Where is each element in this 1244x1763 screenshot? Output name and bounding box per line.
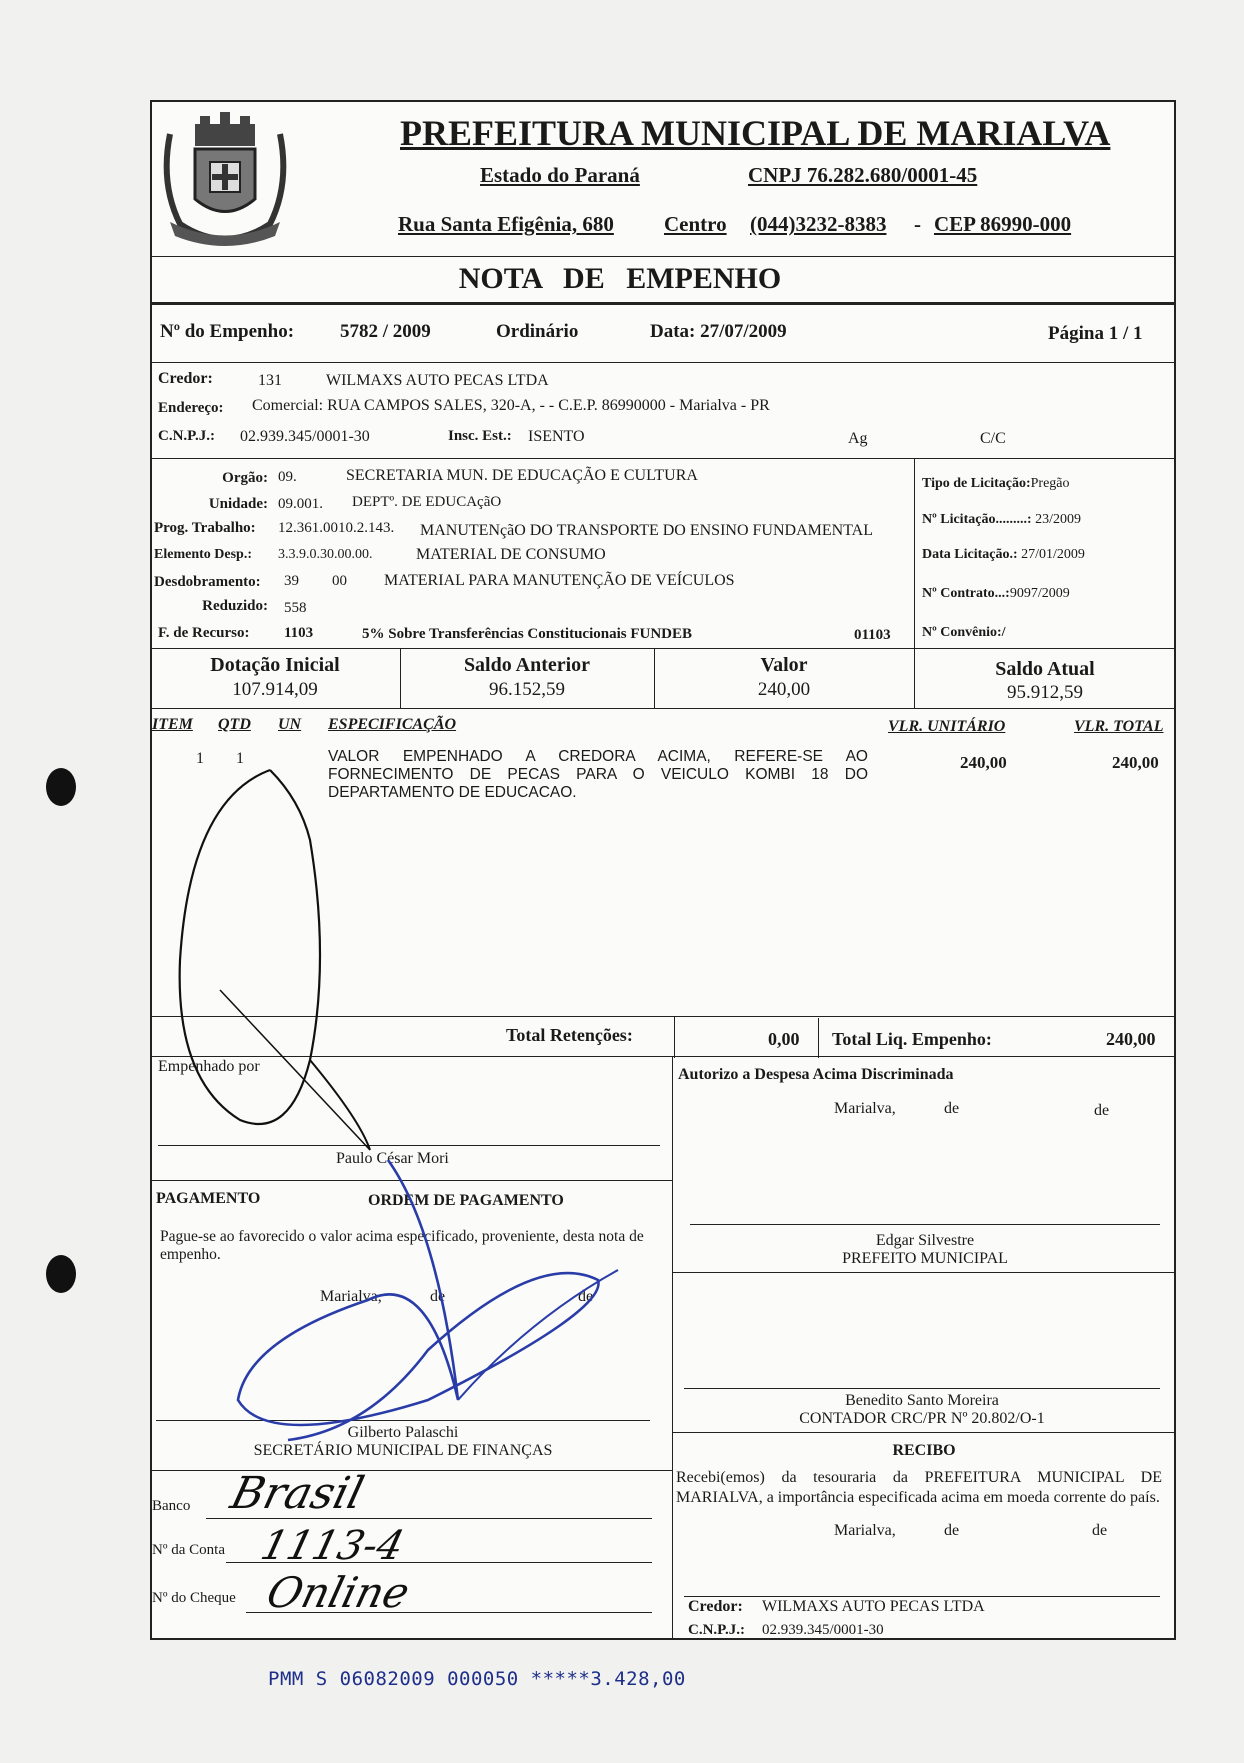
bank-stamp: PMM S 06082009 000050 *****3.428,00 [268, 1668, 686, 1690]
prog-name: MANUTENçãO DO TRANSPORTE DO ENSINO FUNDAMENTAL [420, 522, 873, 539]
liquido-label: Total Liq. Empenho: [832, 1029, 992, 1049]
recibo-de-2: de [1092, 1522, 1108, 1539]
contador-role: CONTADOR CRC/PR Nº 20.802/O-1 [799, 1410, 1045, 1427]
unidade-name: DEPTº. DE EDUCAçãO [352, 494, 502, 510]
col-un: UN [278, 716, 302, 733]
data-licitacao: Data Licitação.: 27/01/2009 [922, 547, 1085, 562]
autorizo-label: Autorizo a Despesa Acima Discriminada [678, 1066, 954, 1083]
autorizo-city: Marialva, [834, 1100, 896, 1117]
numero-licitacao: Nº Licitação.........: 23/2009 [922, 512, 1081, 527]
col-valor-unitario: VLR. UNITÁRIO [888, 718, 1006, 735]
prefeito-role: PREFEITO MUNICIPAL [842, 1250, 1008, 1267]
reduzido-label: Reduzido: [202, 598, 268, 614]
col-item: ITEM [152, 716, 193, 733]
contador-name: Benedito Santo Moreira [845, 1392, 999, 1409]
reduzido-value: 558 [284, 600, 307, 616]
empenhado-label: Empenhado por [158, 1058, 260, 1075]
autorizo-de-1: de [944, 1100, 960, 1117]
retencoes-label: Total Retenções: [506, 1025, 633, 1045]
pagamento-text: Pague-se ao favorecido o valor acima especificado, proveniente, desta nota de empenho. [160, 1228, 644, 1263]
document-title: NOTA DE EMPENHO [458, 262, 782, 295]
credor-cnpj-label: C.N.P.J.: [158, 428, 215, 444]
item-number: 1 [196, 750, 204, 767]
recibo-cnpj: 02.939.345/0001-30 [762, 1622, 884, 1638]
secretario-role: SECRETÁRIO MUNICIPAL DE FINANÇAS [253, 1442, 553, 1459]
address-label: Rua Santa Efigênia, 680 [398, 212, 614, 236]
empenho-number: 5782 / 2009 [340, 321, 431, 342]
banco-handwritten: Brasil [225, 1468, 369, 1519]
cheque-handwritten: Online [262, 1568, 415, 1617]
secretario-signature-icon [228, 1150, 628, 1450]
unidade-code: 09.001. [278, 496, 323, 512]
recibo-title: RECIBO [892, 1442, 956, 1459]
desdobramento-name: MATERIAL PARA MANUTENÇÃO DE VEÍCULOS [384, 572, 735, 589]
punch-hole-bottom [46, 1255, 76, 1293]
insc-label: Insc. Est.: [448, 428, 512, 444]
cep-label: CEP 86990-000 [934, 212, 1072, 236]
pagamento-de-1: de [430, 1288, 446, 1305]
item-total-value: 240,00 [1112, 753, 1159, 772]
empenho-date: Data: 27/07/2009 [650, 321, 787, 342]
recibo-city: Marialva, [834, 1522, 896, 1539]
ordem-pagamento-label: ORDEM DE PAGAMENTO [368, 1192, 564, 1209]
conta-handwritten: 1113-4 [256, 1523, 409, 1569]
liquido-value: 240,00 [1106, 1029, 1156, 1049]
valor-label: Valor [760, 654, 808, 676]
col-valor-total: VLR. TOTAL [1074, 718, 1164, 735]
elemento-label: Elemento Desp.: [154, 547, 252, 562]
desdobramento-sub: 00 [332, 573, 347, 589]
dash-separator: - [914, 212, 921, 236]
elemento-name: MATERIAL DE CONSUMO [416, 546, 606, 563]
numero-contrato: Nº Contrato...:9097/2009 [922, 586, 1070, 601]
empenho-number-label: Nº do Empenho: [160, 321, 295, 342]
prog-label: Prog. Trabalho: [154, 520, 256, 536]
state-label: Estado do Paraná [480, 163, 640, 187]
page-title: PREFEITURA MUNICIPAL DE MARIALVA [400, 113, 1111, 153]
recibo-de-1: de [944, 1522, 960, 1539]
pagamento-label: PAGAMENTO [156, 1190, 261, 1207]
saldo-anterior-label: Saldo Anterior [463, 654, 591, 676]
col-qtd: QTD [218, 716, 251, 733]
punch-hole-top [46, 768, 76, 806]
district-label: Centro [664, 212, 727, 236]
recurso-label: F. de Recurso: [158, 625, 250, 641]
desdobramento-code: 39 [284, 573, 299, 589]
phone-label: (044)3232-8383 [750, 212, 887, 236]
saldo-atual-value: 95.912,59 [1007, 682, 1083, 703]
item-unit-value: 240,00 [960, 753, 1007, 772]
tipo-licitacao: Tipo de Licitação:Pregão [922, 476, 1070, 491]
municipal-crest-icon [150, 104, 300, 254]
recurso-code: 1103 [284, 625, 314, 641]
empenho-type: Ordinário [496, 321, 579, 342]
credor-cnpj: 02.939.345/0001-30 [240, 428, 370, 445]
insc-value: ISENTO [528, 428, 585, 445]
autorizo-de-2: de [1094, 1102, 1110, 1119]
recurso-number: 01103 [854, 627, 891, 643]
recibo-cnpj-label: C.N.P.J.: [688, 1622, 745, 1638]
secretario-name: Gilberto Palaschi [347, 1424, 459, 1441]
credor-label: Credor: [158, 370, 213, 387]
numero-convenio: Nº Convênio:/ [922, 625, 1006, 640]
credor-address: Comercial: RUA CAMPOS SALES, 320-A, - - C.E.P. 86990000 - Marialva - PR [252, 397, 770, 414]
saldo-atual-label: Saldo Atual [995, 658, 1095, 680]
item-qtd: 1 [236, 750, 244, 767]
banco-label: Banco [152, 1498, 191, 1514]
pagamento-de-2: de [578, 1288, 594, 1305]
retencoes-value: 0,00 [768, 1029, 800, 1049]
orgao-code: 09. [278, 469, 297, 485]
recibo-credor-label: Credor: [688, 1598, 743, 1615]
conta-label: Nº da Conta [152, 1542, 225, 1558]
orgao-label: Orgão: [222, 470, 268, 486]
recibo-credor: WILMAXS AUTO PECAS LTDA [762, 1598, 985, 1615]
empenhado-name: Paulo César Mori [336, 1150, 449, 1167]
valor-value: 240,00 [757, 679, 811, 700]
credor-code: 131 [258, 372, 282, 389]
desdobramento-label: Desdobramento: [154, 574, 261, 590]
saldo-anterior-value: 96.152,59 [489, 679, 565, 700]
ag-label: Ag [848, 430, 868, 447]
item-specification: VALOR EMPENHADO A CREDORA ACIMA, REFERE-SE AO FORNECIMENTO DE PECAS PARA O VEICULO KOMBI 18 DO DEPARTAMENTO DE EDUCACAO. [328, 748, 868, 801]
address-field-label: Endereço: [158, 400, 224, 416]
unidade-label: Unidade: [208, 496, 268, 512]
orgao-name: SECRETARIA MUN. DE EDUCAÇÃO E CULTURA [346, 467, 698, 484]
cheque-label: Nº do Cheque [152, 1590, 236, 1606]
prog-code: 12.361.0010.2.143. [278, 520, 395, 536]
col-especificacao: ESPECIFICAÇÃO [328, 716, 457, 733]
cnpj-label: CNPJ 76.282.680/0001-45 [748, 163, 978, 187]
dotacao-value: 107.914,09 [232, 679, 318, 700]
cc-label: C/C [980, 430, 1006, 447]
pagamento-city: Marialva, [320, 1288, 382, 1305]
dotacao-label: Dotação Inicial [210, 654, 340, 676]
prefeito-name: Edgar Silvestre [875, 1232, 975, 1249]
recurso-name: 5% Sobre Transferências Constitucionais FUNDEB [362, 626, 693, 642]
page-number: Página 1 / 1 [1048, 323, 1143, 344]
empenhado-signature-icon [160, 760, 400, 1160]
recibo-text: Recebi(emos) da tesouraria da PREFEITURA MUNICIPAL DE MARIALVA, a importância especificada acima em moeda corrente do país. [676, 1469, 1162, 1506]
elemento-code: 3.3.9.0.30.00.00. [278, 547, 373, 562]
credor-name: WILMAXS AUTO PECAS LTDA [326, 372, 549, 389]
